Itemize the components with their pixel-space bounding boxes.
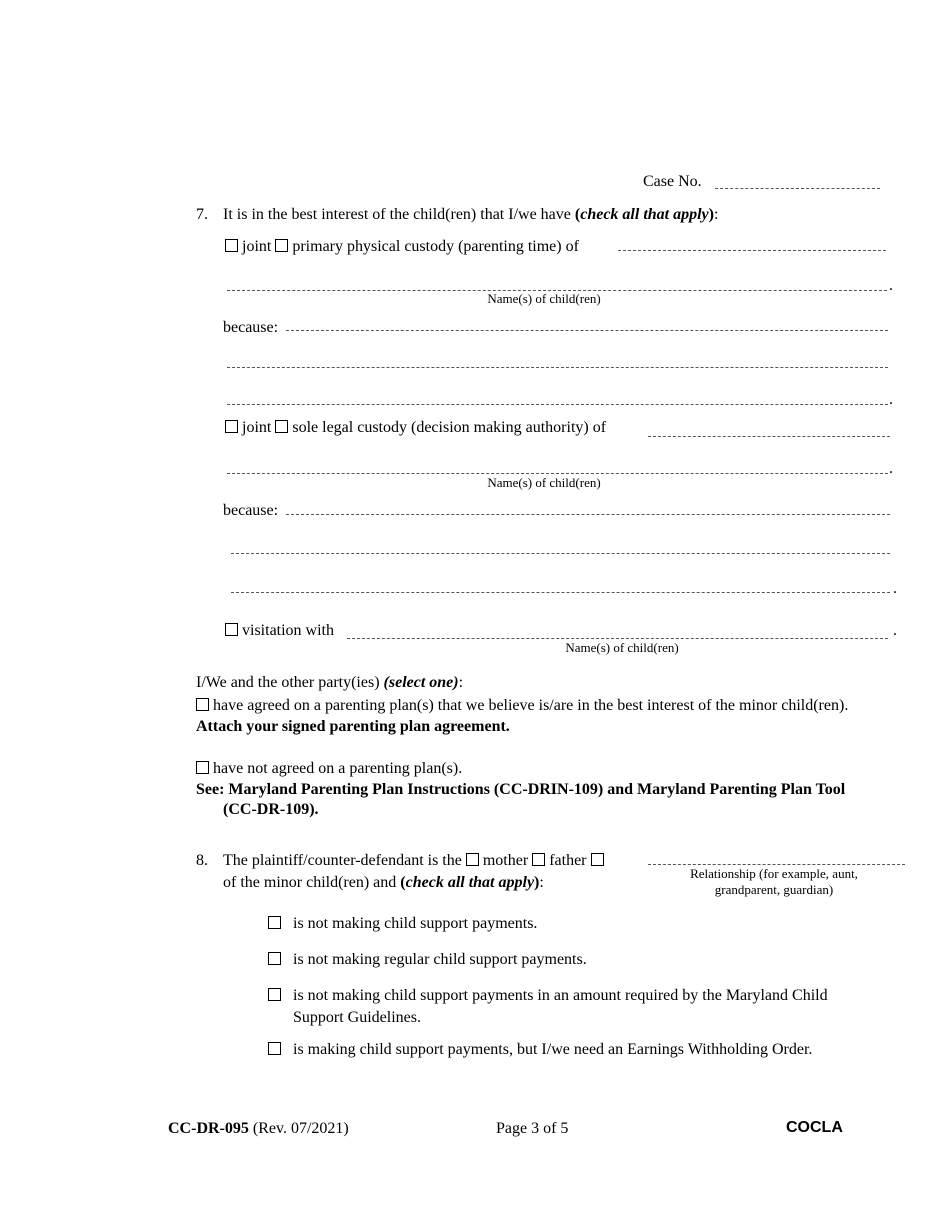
physical-because-line-2 (227, 367, 888, 368)
legal-because-period: . (893, 580, 897, 597)
other-relationship-checkbox[interactable] (591, 853, 604, 866)
case-number-label: Case No. (643, 173, 702, 190)
parenting-plan-intro: I/We and the other party(ies) (select one): (196, 674, 464, 691)
support-option-3-label-cont: Support Guidelines. (293, 1009, 421, 1026)
not-agreed-plan-checkbox[interactable] (196, 761, 209, 774)
section-7-number: 7. (196, 206, 208, 223)
support-option-1 (268, 915, 281, 933)
sole-legal-label: sole legal custody (decision making authority) of (292, 419, 607, 436)
visitation-row (225, 622, 334, 640)
joint-physical-checkbox[interactable] (225, 239, 238, 252)
footer-code: COCLA (786, 1119, 843, 1136)
agreed-row (196, 697, 848, 715)
support-option-3-checkbox[interactable] (268, 988, 281, 1001)
joint-legal-checkbox[interactable] (225, 420, 238, 433)
footer-form-id: CC-DR-095 (Rev. 07/2021) (168, 1120, 349, 1137)
primary-physical-label: primary physical custody (parenting time) of (292, 238, 579, 255)
support-option-1-checkbox[interactable] (268, 916, 281, 929)
footer-page-number: Page 3 of 5 (496, 1120, 569, 1137)
agreed-plan-label: have agreed on a parenting plan(s) that we believe is/are in the best interest of the minor child(ren). (213, 697, 849, 714)
section-8-number: 8. (196, 852, 208, 869)
physical-names-caption: Name(s) of child(ren) (487, 291, 601, 306)
father-label: father (549, 852, 587, 869)
primary-physical-checkbox[interactable] (275, 239, 288, 252)
legal-custody-name-line (648, 436, 890, 437)
visitation-period: . (893, 622, 897, 639)
see-instructions-line-1: See: Maryland Parenting Plan Instructions (CC-DRIN-109) and Maryland Parenting Plan Tool (196, 781, 846, 798)
visitation-caption: Name(s) of child(ren) (565, 640, 679, 655)
legal-because-label: because: (223, 502, 279, 519)
support-option-4 (268, 1041, 281, 1059)
legal-names-period: . (889, 460, 893, 477)
support-option-2-label: is not making regular child support payments. (293, 951, 587, 968)
visitation-name-line (347, 638, 888, 639)
physical-custody-name-line (618, 250, 886, 251)
joint-legal-label: joint (242, 419, 272, 436)
legal-custody-names-line (227, 473, 888, 474)
physical-custody-row (225, 238, 579, 256)
relationship-caption: Relationship (for example, aunt, grandparent, guardian) (690, 866, 858, 897)
legal-because-line-3 (231, 592, 890, 593)
see-instructions-line-2: (CC-DR-109). (223, 801, 319, 818)
mother-checkbox[interactable] (466, 853, 479, 866)
physical-because-period: . (889, 391, 893, 408)
case-number-input[interactable] (715, 170, 884, 190)
support-option-1-label: is not making child support payments. (293, 915, 538, 932)
joint-physical-label: joint (242, 238, 272, 255)
section-7-intro: It is in the best interest of the child(ren) that I/we have (check all that apply): (223, 206, 719, 223)
attach-instruction: Attach your signed parenting plan agreement. (196, 718, 510, 735)
physical-because-line-3 (227, 404, 888, 405)
physical-because-line-1 (286, 330, 888, 331)
support-option-4-label: is making child support payments, but I/we need an Earnings Withholding Order. (293, 1041, 813, 1058)
father-checkbox[interactable] (532, 853, 545, 866)
section-8-line-2: of the minor child(ren) and (check all that apply): (223, 874, 544, 891)
physical-because-label: because: (223, 319, 279, 336)
legal-names-caption: Name(s) of child(ren) (487, 475, 601, 490)
section-8-line-1: The plaintiff/counter-defendant is the mother father (223, 852, 604, 870)
not-agreed-plan-label: have not agreed on a parenting plan(s). (213, 760, 463, 777)
legal-custody-row (225, 419, 606, 437)
support-option-3 (268, 987, 281, 1005)
legal-because-line-2 (231, 553, 890, 554)
support-option-2-checkbox[interactable] (268, 952, 281, 965)
agreed-plan-checkbox[interactable] (196, 698, 209, 711)
sole-legal-checkbox[interactable] (275, 420, 288, 433)
relationship-line (648, 864, 905, 865)
mother-label: mother (482, 852, 529, 869)
support-option-4-checkbox[interactable] (268, 1042, 281, 1055)
support-option-3-label: is not making child support payments in an amount required by the Maryland Child (293, 987, 828, 1004)
physical-names-period: . (889, 277, 893, 294)
not-agreed-row (196, 760, 462, 778)
legal-because-line-1 (286, 514, 890, 515)
visitation-checkbox[interactable] (225, 623, 238, 636)
support-option-2 (268, 951, 281, 969)
visitation-label: visitation with (242, 622, 334, 639)
